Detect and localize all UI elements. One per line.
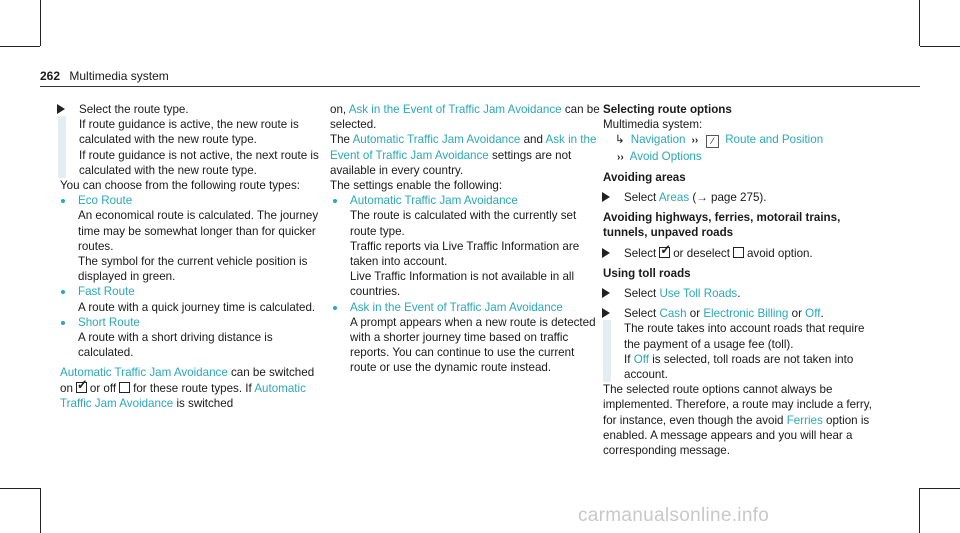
step-avoid-option bbox=[603, 246, 883, 261]
section-heading: Using toll roads bbox=[603, 266, 691, 280]
page-number: 262 bbox=[40, 69, 61, 83]
chevron-right-icon: ›› bbox=[617, 151, 624, 163]
checked-box-icon bbox=[659, 247, 670, 258]
text-span: Select bbox=[624, 307, 657, 321]
list-item-short bbox=[58, 315, 330, 361]
step-text bbox=[624, 286, 883, 301]
checked-box-icon bbox=[76, 382, 87, 393]
triangle-arrow-icon bbox=[602, 248, 610, 258]
menu-link: Avoid Options bbox=[629, 149, 702, 163]
column-3 bbox=[603, 102, 883, 458]
bullet-icon bbox=[333, 306, 337, 310]
crop-mark bbox=[40, 488, 41, 533]
step-bar bbox=[58, 116, 66, 178]
list-item-text: A prompt appears when a new route is detected with a shorter journey time based on traffic reports. You can continue to use the current route or use the dynamic route instead. bbox=[350, 315, 596, 375]
paragraph bbox=[330, 102, 602, 132]
paragraph bbox=[60, 365, 330, 411]
empty-box-icon bbox=[733, 247, 744, 258]
text-span: or deselect bbox=[673, 246, 730, 260]
text-span: is selected, toll roads are not taken into account. bbox=[624, 352, 854, 382]
setting-link: Ferries bbox=[786, 413, 823, 427]
paragraph: If route guidance is not active, the next route is calculated with the new route type. bbox=[79, 148, 319, 177]
text-span: avoid option. bbox=[746, 246, 813, 260]
step-text bbox=[624, 246, 883, 261]
list-item-title: Automatic Traffic Jam Avoidance bbox=[350, 194, 518, 208]
text-span: on, bbox=[330, 103, 347, 116]
list-item-text: Traffic reports via Live Traffic Information are taken into account. bbox=[350, 239, 580, 269]
menu-path bbox=[603, 149, 883, 165]
text-span: The selected route options cannot always be implemented. Therefore, a route may include a ferry, for instance, even though the avoid bbox=[603, 383, 872, 427]
menu-link: Areas bbox=[658, 191, 690, 205]
column-2 bbox=[330, 102, 602, 376]
menu-link: Electronic Billing bbox=[703, 307, 789, 321]
step-select-route-type bbox=[58, 102, 330, 178]
text-span: and bbox=[523, 133, 543, 147]
text-span: settings are not available in every country. bbox=[330, 148, 572, 177]
list-item-eco bbox=[58, 193, 330, 284]
text-span: or off bbox=[89, 381, 117, 395]
paragraph: You can choose from the following route types: bbox=[60, 179, 300, 193]
paragraph: If route guidance is active, the new route is calculated with the new route type. bbox=[79, 118, 299, 147]
text-span: Select bbox=[624, 191, 657, 205]
text-span: is switched bbox=[176, 396, 234, 410]
menu-link: Navigation bbox=[630, 133, 686, 147]
crop-mark bbox=[40, 0, 41, 46]
list-item-title: Ask in the Event of Traffic Jam Avoidance bbox=[350, 300, 563, 314]
crop-mark bbox=[0, 488, 40, 489]
menu-path bbox=[603, 132, 883, 148]
paragraph: The route takes into account roads that require the payment of a usage fee (toll). bbox=[624, 322, 865, 351]
list-item-auto-avoid bbox=[330, 193, 602, 299]
paragraph: The settings enable the following: bbox=[330, 179, 503, 193]
step-text bbox=[624, 306, 883, 321]
paragraph: Multimedia system: bbox=[603, 118, 703, 132]
bullet-icon bbox=[61, 199, 65, 203]
text-span: can be switched on bbox=[60, 366, 315, 395]
menu-link: Cash bbox=[659, 307, 687, 321]
section-heading: Avoiding areas bbox=[603, 170, 686, 184]
bullet-icon bbox=[61, 290, 65, 294]
step-text: Select the route type. bbox=[79, 103, 189, 116]
text-span: can be selected. bbox=[330, 103, 600, 132]
menu-link: Route and Position bbox=[725, 133, 824, 147]
list-item-text: Live Traffic Information is not available in all countries. bbox=[350, 270, 575, 299]
text-span: If bbox=[624, 352, 631, 366]
step-toll bbox=[603, 286, 883, 301]
text-span: Select bbox=[624, 246, 657, 260]
text-span: for these route types. bbox=[133, 381, 243, 395]
return-arrow-icon: ↳ bbox=[615, 133, 625, 147]
step-bar bbox=[603, 320, 611, 382]
text-span: option is enabled. A message appears and you will hear a corresponding message. bbox=[603, 413, 870, 458]
crop-mark bbox=[919, 488, 920, 533]
paragraph bbox=[603, 382, 883, 458]
navigation-tool-icon: ⁄ bbox=[706, 135, 719, 148]
step-text bbox=[624, 190, 883, 205]
text-span: . bbox=[737, 287, 741, 301]
step-billing bbox=[603, 306, 883, 382]
setting-link: Automatic Traffic Jam Avoidance bbox=[60, 381, 306, 410]
page-header bbox=[40, 69, 169, 84]
list-item-title: Short Route bbox=[78, 315, 140, 329]
setting-link: Automatic Traffic Jam Avoidance bbox=[60, 366, 228, 380]
list-item-text: A route with a quick journey time is calculated. bbox=[78, 300, 316, 314]
section-title: Multimedia system bbox=[69, 69, 169, 83]
watermark: carmanualsonline.info bbox=[578, 505, 770, 526]
list-item-ask-avoid bbox=[330, 300, 602, 376]
list-item-text: The symbol for the current vehicle position is displayed in green. bbox=[78, 255, 308, 284]
step-areas bbox=[603, 190, 883, 205]
text-span: Select bbox=[624, 287, 657, 301]
menu-link: Use Toll Roads bbox=[659, 287, 738, 301]
list-item-title: Eco Route bbox=[78, 194, 133, 208]
triangle-arrow-icon bbox=[57, 104, 65, 114]
triangle-arrow-icon bbox=[602, 308, 610, 318]
text-span: . bbox=[820, 307, 824, 321]
empty-box-icon bbox=[119, 382, 130, 393]
text-span: or bbox=[689, 307, 701, 321]
text-span: If bbox=[245, 381, 252, 395]
section-heading: Avoiding highways, ferries, motorail trains, tunnels, unpaved roads bbox=[603, 211, 841, 240]
crop-mark bbox=[0, 46, 40, 47]
menu-link: Off bbox=[633, 352, 649, 366]
paragraph bbox=[624, 352, 883, 382]
setting-link: Ask in the Event of Traffic Jam Avoidance bbox=[330, 133, 597, 162]
bullet-icon bbox=[333, 199, 337, 203]
section-heading: Selecting route options bbox=[603, 103, 732, 116]
crop-mark bbox=[920, 46, 960, 47]
triangle-arrow-icon bbox=[602, 192, 610, 202]
list-item-fast bbox=[58, 284, 330, 314]
menu-link: Off bbox=[805, 307, 821, 321]
setting-link: Automatic Traffic Jam Avoidance bbox=[352, 133, 521, 147]
list-item-text: The route is calculated with the currently set route type. bbox=[350, 209, 577, 238]
header-rule bbox=[40, 86, 920, 87]
text-span: or bbox=[791, 307, 802, 321]
column-1 bbox=[58, 102, 330, 411]
crop-mark bbox=[919, 0, 920, 46]
bullet-icon bbox=[61, 321, 65, 325]
list-item-text: An economical route is calculated. The journey time may be somewhat longer than for quicker routes. bbox=[78, 209, 319, 253]
list-item-title: Fast Route bbox=[78, 285, 135, 299]
paragraph bbox=[330, 132, 602, 178]
list-item-text: A route with a short driving distance is calculated. bbox=[78, 331, 273, 360]
crop-mark bbox=[920, 488, 960, 489]
text-span: (→ page 275). bbox=[692, 191, 767, 205]
chevron-right-icon: ›› bbox=[691, 135, 699, 147]
setting-link: Ask in the Event of Traffic Jam Avoidance bbox=[348, 103, 562, 116]
text-span: The bbox=[330, 133, 350, 147]
triangle-arrow-icon bbox=[602, 288, 610, 298]
